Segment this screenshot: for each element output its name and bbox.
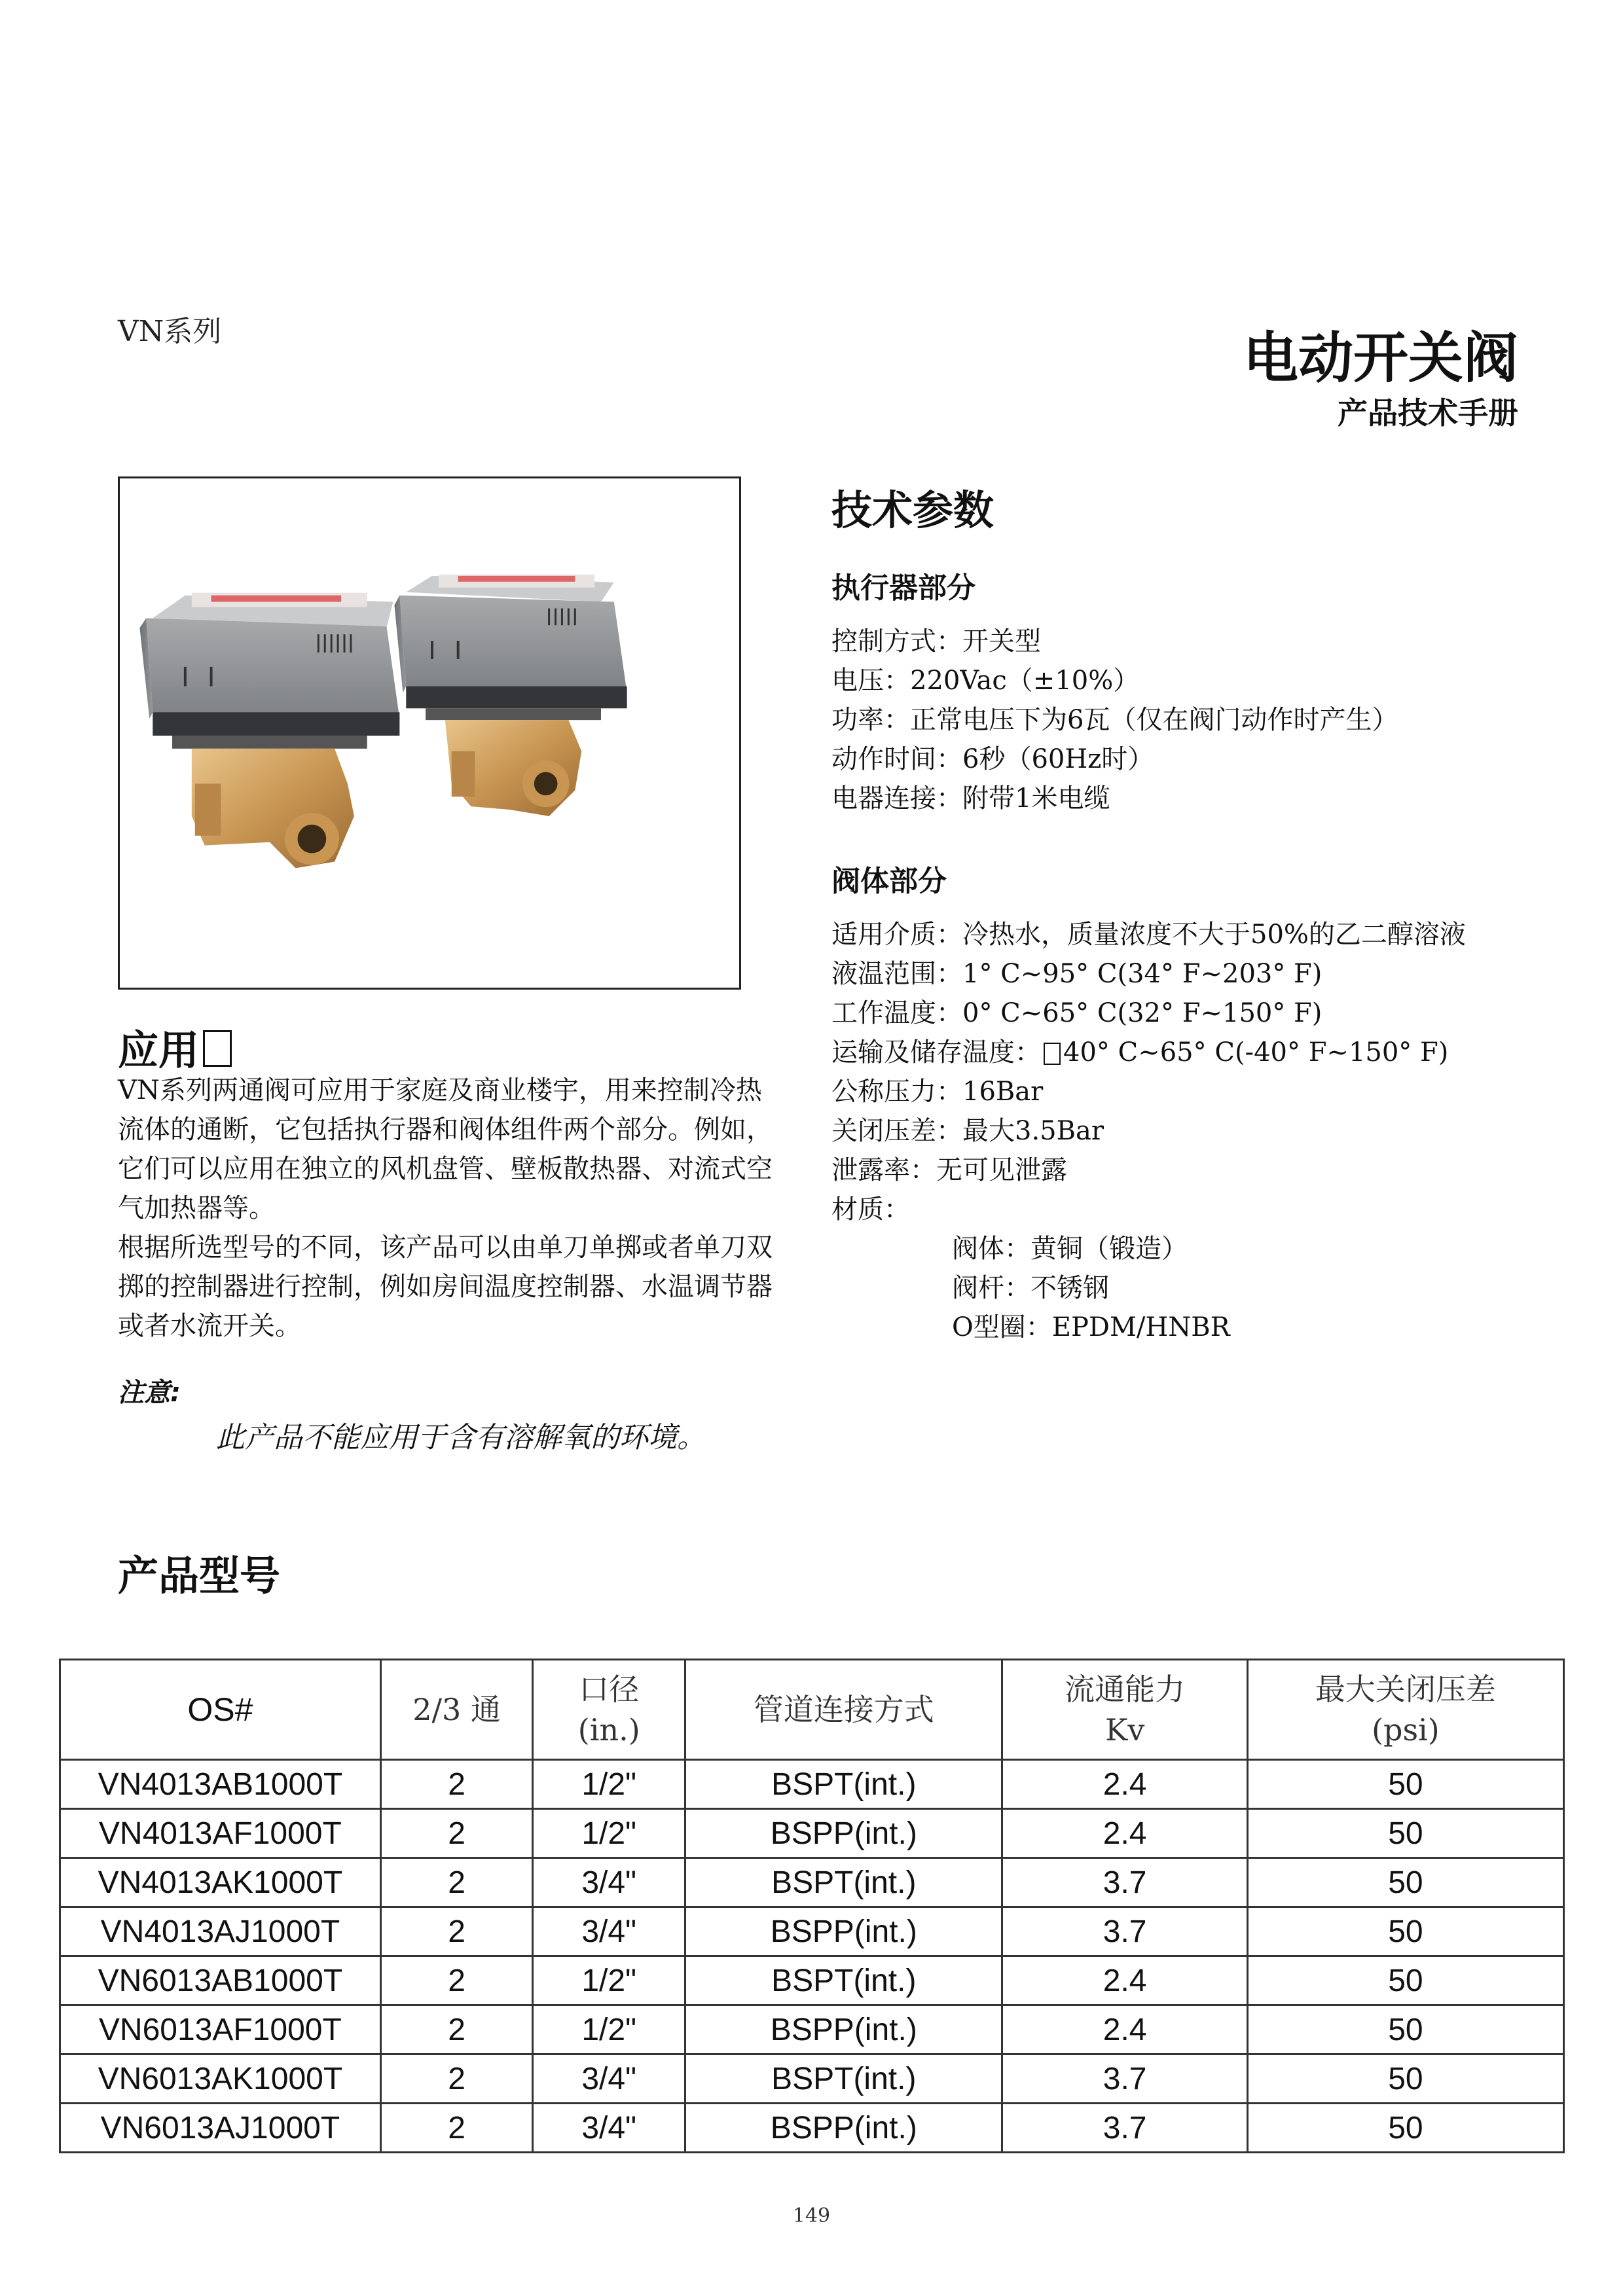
spec-leakage: 泄露率：无可见泄露 — [831, 1155, 1067, 1185]
cell-ways: 2 — [380, 2005, 533, 2054]
actuator-heading: 执行器部分 — [831, 571, 976, 605]
spec-nominal-pressure: 公称压力：16Bar — [831, 1077, 1044, 1107]
col-header-size-line2: (in.) — [577, 1712, 640, 1748]
tech-heading: 技术参数 — [831, 486, 994, 534]
application-paragraph: VN系列两通阀可应用于家庭及商业楼宇，用来控制冷热流体的通断，它包括执行器和阀体组件两个部分。例如，它们可以应用在独立的风机盘管、壁板散热器、对流式空气加热器等。 — [118, 1075, 773, 1223]
cell-close-off: 50 — [1247, 1858, 1563, 1907]
cell-connection: BSPT(int.) — [685, 1858, 1002, 1907]
missing-glyph-box — [1044, 1043, 1061, 1065]
spec-material-label: 材质： — [831, 1194, 910, 1225]
cell-os: VN6013AF1000T — [60, 2005, 381, 2054]
storage-temp-label: 运输及储存温度： — [831, 1037, 1041, 1067]
application-paragraph: 根据所选型号的不同，该产品可以由单刀单掷或者单刀双掷的控制器进行控制，例如房间温度控制器、水温调节器或者水流开关。 — [118, 1232, 773, 1341]
spec-material-oring: O型圈：EPDM/HNBR — [952, 1312, 1230, 1342]
note-text: 此产品不能应用于含有溶解氧的环境。 — [216, 1421, 706, 1454]
spec-work-temp: 工作温度：0° C~65° C(32° F~150° F) — [831, 998, 1322, 1028]
table-row — [60, 1907, 1564, 1956]
col-header-size-line1: 口径 — [579, 1672, 640, 1707]
product-photo — [118, 476, 741, 990]
cell-close-off: 50 — [1247, 2005, 1563, 2054]
cell-close-off: 50 — [1247, 1907, 1563, 1956]
table-row — [60, 1858, 1564, 1907]
cell-ways: 2 — [380, 1907, 533, 1956]
spec-fluid-temp: 液温范围：1° C~95° C(34° F~203° F) — [831, 959, 1322, 989]
cell-kv: 2.4 — [1002, 1956, 1247, 2005]
cell-kv: 3.7 — [1002, 2054, 1247, 2104]
cell-close-off: 50 — [1247, 1760, 1563, 1809]
cell-ways: 2 — [380, 1809, 533, 1858]
cell-close-off: 50 — [1247, 1956, 1563, 2005]
cell-connection: BSPP(int.) — [685, 1809, 1002, 1858]
col-header-connection: 管道连接方式 — [685, 1660, 1002, 1760]
table-row — [60, 2005, 1564, 2054]
table-header-row — [60, 1660, 1564, 1760]
cell-os: VN6013AJ1000T — [60, 2104, 381, 2153]
cell-kv: 3.7 — [1002, 2104, 1247, 2153]
col-header-size — [533, 1660, 685, 1760]
application-text — [118, 1071, 779, 1346]
models-heading: 产品型号 — [118, 1552, 281, 1600]
spec-storage-temp — [831, 1033, 1552, 1072]
cell-close-off: 50 — [1247, 1809, 1563, 1858]
cell-kv: 2.4 — [1002, 1760, 1247, 1809]
table-row — [60, 2104, 1564, 2153]
page-subtitle: 产品技术手册 — [1338, 395, 1518, 431]
table-row — [60, 2054, 1564, 2104]
col-header-kv — [1002, 1660, 1247, 1760]
spec-material-stem: 阀杆：不锈钢 — [952, 1273, 1109, 1303]
cell-kv: 2.4 — [1002, 2005, 1247, 2054]
cell-size: 1/2" — [533, 2005, 685, 2054]
spec-stroke-time: 动作时间：6秒（60Hz时） — [831, 744, 1154, 774]
storage-temp-value: 40° C~65° C(-40° F~150° F) — [1063, 1037, 1449, 1067]
col-header-ways: 2/3 通 — [380, 1660, 533, 1760]
cell-os: VN4013AF1000T — [60, 1809, 381, 1858]
note-label: 注意: — [118, 1378, 181, 1408]
application-heading — [118, 1018, 232, 1076]
spec-material-body: 阀体：黄铜（锻造） — [952, 1234, 1188, 1264]
cell-kv: 3.7 — [1002, 1907, 1247, 1956]
cell-os: VN4013AK1000T — [60, 1858, 381, 1907]
cell-ways: 2 — [380, 2104, 533, 2153]
spec-medium: 适用介质：冷热水，质量浓度不大于50%的乙二醇溶液 — [831, 920, 1466, 950]
actuator-specs — [831, 622, 1552, 818]
page-number: 149 — [792, 2204, 831, 2227]
spec-close-off-pressure: 关闭压差：最大3.5Bar — [831, 1116, 1104, 1146]
cell-size: 1/2" — [533, 1760, 685, 1809]
cell-connection: BSPP(int.) — [685, 1907, 1002, 1956]
cell-close-off: 50 — [1247, 2104, 1563, 2153]
col-header-kv-line2: Kv — [1104, 1712, 1145, 1748]
page-title: 电动开关阀 — [1243, 326, 1518, 390]
cell-os: VN4013AB1000T — [60, 1760, 381, 1809]
cell-size: 1/2" — [533, 1809, 685, 1858]
cell-connection: BSPT(int.) — [685, 1760, 1002, 1809]
cell-connection: BSPT(int.) — [685, 1956, 1002, 2005]
valve-left — [139, 593, 399, 869]
valve-right — [394, 575, 627, 816]
cell-os: VN6013AK1000T — [60, 2054, 381, 2104]
cell-ways: 2 — [380, 1956, 533, 2005]
col-header-close-off-line2: (psi) — [1372, 1712, 1440, 1748]
valve-illustration — [120, 478, 739, 988]
models-table — [59, 1659, 1565, 2153]
cell-size: 3/4" — [533, 1907, 685, 1956]
cell-connection: BSPP(int.) — [685, 2104, 1002, 2153]
table-row — [60, 1956, 1564, 2005]
cell-os: VN6013AB1000T — [60, 1956, 381, 2005]
missing-glyph-box — [203, 1030, 232, 1067]
col-header-kv-line1: 流通能力 — [1065, 1672, 1186, 1707]
cell-kv: 3.7 — [1002, 1858, 1247, 1907]
cell-connection: BSPT(int.) — [685, 2054, 1002, 2104]
cell-size: 3/4" — [533, 2054, 685, 2104]
cell-ways: 2 — [380, 1760, 533, 1809]
application-heading-text: 应用 — [118, 1026, 200, 1074]
cell-kv: 2.4 — [1002, 1809, 1247, 1858]
col-header-close-off — [1247, 1660, 1563, 1760]
spec-control-mode: 控制方式：开关型 — [831, 626, 1041, 656]
spec-voltage: 电压：220Vac（±10%） — [831, 666, 1140, 696]
valve-body-heading: 阀体部分 — [831, 865, 947, 898]
cell-size: 3/4" — [533, 1858, 685, 1907]
valve-body-specs — [831, 915, 1552, 1347]
cell-os: VN4013AJ1000T — [60, 1907, 381, 1956]
series-label: VN系列 — [118, 315, 222, 348]
table-row — [60, 1760, 1564, 1809]
table-row — [60, 1809, 1564, 1858]
col-header-close-off-line1: 最大关闭压差 — [1315, 1672, 1496, 1707]
cell-close-off: 50 — [1247, 2054, 1563, 2104]
cell-ways: 2 — [380, 2054, 533, 2104]
spec-power: 功率：正常电压下为6瓦（仅在阀门动作时产生） — [831, 705, 1398, 735]
cell-size: 3/4" — [533, 2104, 685, 2153]
spec-electrical-connection: 电器连接：附带1米电缆 — [831, 783, 1110, 814]
col-header-os: OS# — [60, 1660, 381, 1760]
cell-connection: BSPP(int.) — [685, 2005, 1002, 2054]
cell-ways: 2 — [380, 1858, 533, 1907]
cell-size: 1/2" — [533, 1956, 685, 2005]
